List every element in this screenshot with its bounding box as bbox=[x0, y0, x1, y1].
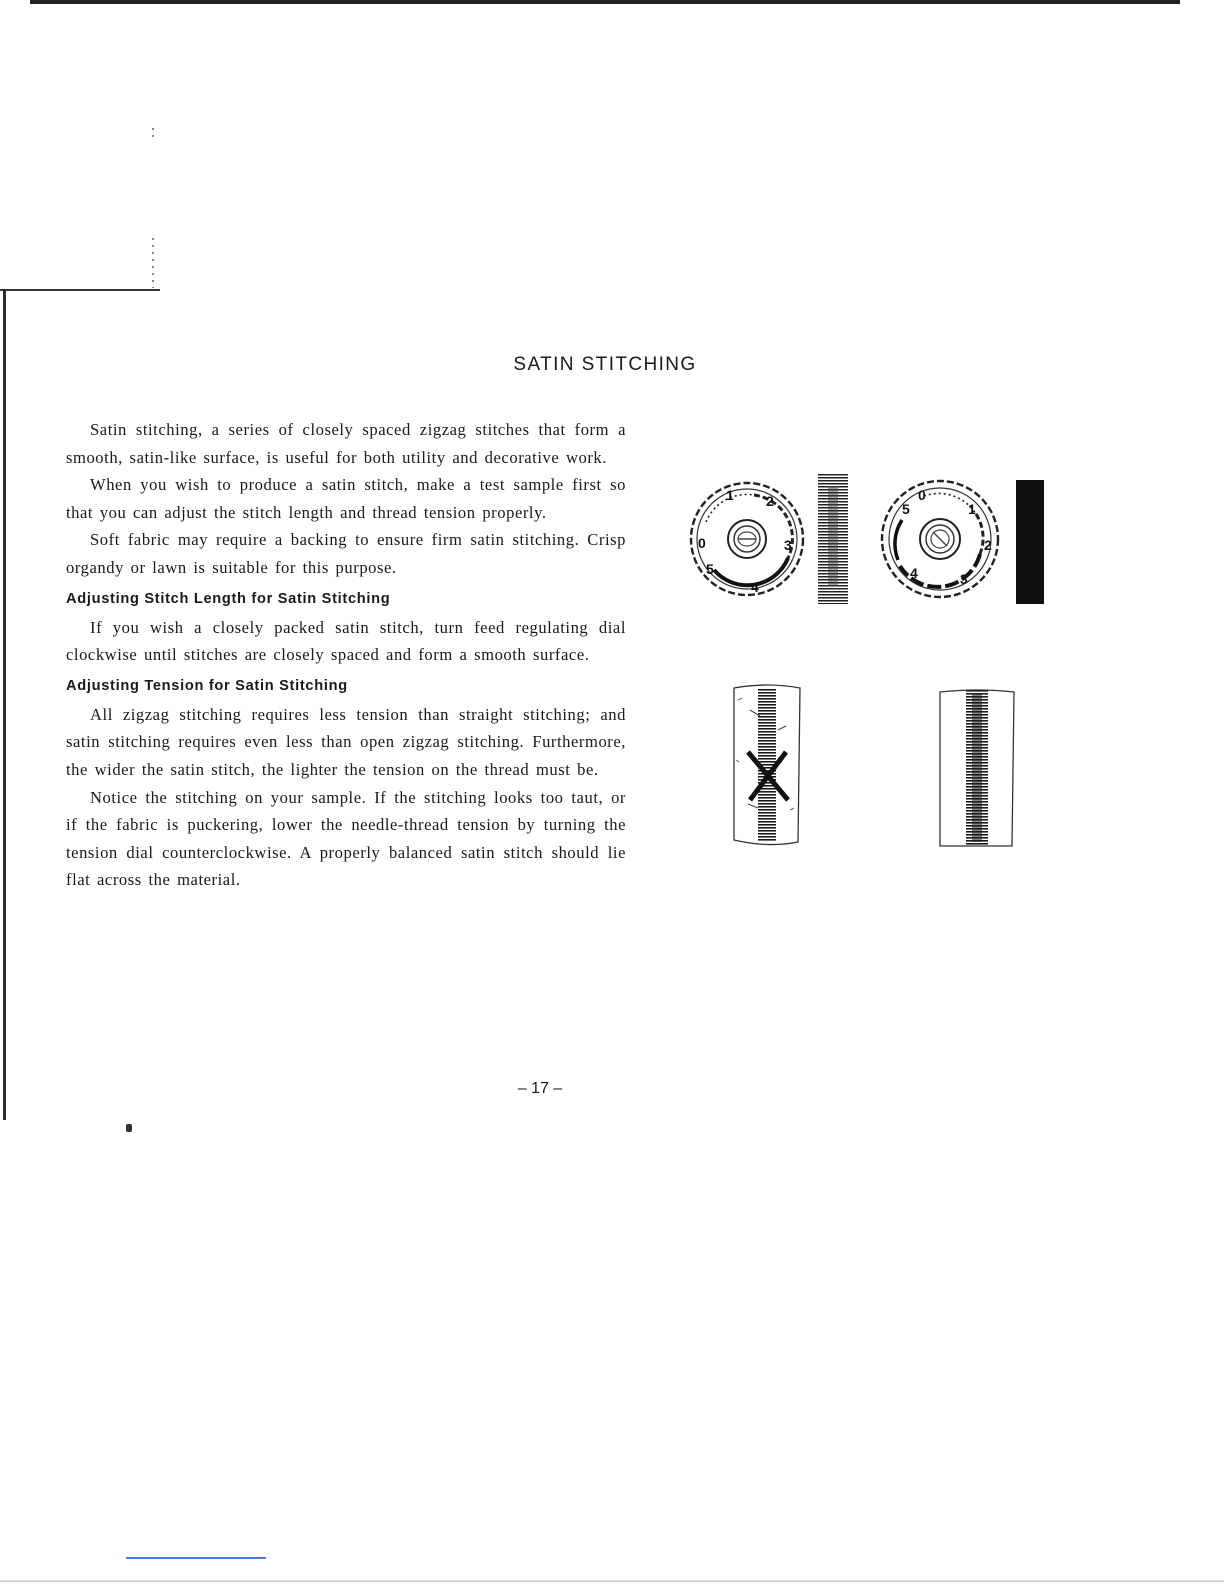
paragraph: When you wish to produce a satin stitch, make a test sample first so that you can adjust the stitch length and thread tension properly. bbox=[66, 475, 626, 522]
satin-stitch-center bbox=[828, 486, 838, 586]
dial-number: 1 bbox=[968, 501, 976, 517]
subsection-heading: Adjusting Stitch Length for Satin Stitching bbox=[66, 590, 391, 607]
dial-number: 5 bbox=[706, 561, 714, 577]
paragraph: If you wish a closely packed satin stitch, turn feed regulating dial clockwise until stitches are closely spaced and form a smooth surface. bbox=[66, 617, 626, 665]
fabric-sample-flat bbox=[936, 684, 1018, 852]
scan-edge-bottom bbox=[0, 1580, 1224, 1582]
dial-number: 3 bbox=[784, 537, 792, 553]
dial-number: 3 bbox=[960, 571, 968, 587]
dial-scale-arc bbox=[895, 520, 902, 560]
subsection-heading: Adjusting Tension for Satin Stitching bbox=[66, 677, 348, 694]
dial-number: 2 bbox=[766, 493, 774, 509]
text-column bbox=[66, 416, 626, 894]
dial-screw-slot bbox=[933, 532, 947, 546]
page-number: – 17 – bbox=[517, 1080, 563, 1097]
dial-number: 0 bbox=[698, 535, 706, 551]
fabric-sample-puckered bbox=[728, 680, 806, 850]
paragraph: Satin stitching, a series of closely spaced zigzag stitches that form a smooth, satin-like surface, is useful for both utility and decorative work. bbox=[66, 420, 626, 467]
stitch-sample-solid bbox=[1016, 480, 1044, 604]
scan-mark bbox=[152, 128, 154, 140]
scan-speck bbox=[126, 1124, 132, 1132]
scan-edge-left bbox=[3, 290, 6, 1120]
paragraph: All zigzag stitching requires less tension than straight stitching; and satin stitching requires even less than open zigzag stitching. Furthermore, the wider the satin stitch, the lighter the tension on the thread must be. bbox=[66, 704, 626, 779]
page-title: SATIN STITCHING bbox=[513, 354, 697, 375]
scan-edge-corner bbox=[0, 289, 160, 291]
scan-mark bbox=[126, 1557, 266, 1559]
dial-number: 5 bbox=[902, 501, 910, 517]
scan-mark bbox=[152, 238, 154, 288]
tension-dial-right-figure bbox=[876, 470, 1006, 608]
tension-dial-left-figure bbox=[688, 470, 806, 608]
satin-stitch-center bbox=[972, 694, 982, 842]
dial-number: 4 bbox=[751, 579, 759, 595]
dial-number: 2 bbox=[984, 537, 992, 553]
scan-edge-top bbox=[30, 0, 1180, 4]
dial-scale-arc bbox=[976, 514, 983, 554]
paragraph: Soft fabric may require a backing to ensure firm satin stitching. Crisp organdy or lawn is suitable for this purpose. bbox=[66, 530, 626, 577]
dial-number: 4 bbox=[910, 565, 918, 581]
dial-number: 0 bbox=[918, 487, 926, 503]
paragraph: Notice the stitching on your sample. If the stitching looks too taut, or if the fabric is puckering, lower the needle-thread tension by turning the tension dial counterclockwise. A properly balanced satin stitch should lie flat across the material. bbox=[66, 787, 626, 890]
satin-stitch-bar bbox=[1016, 480, 1044, 604]
dial-number: 1 bbox=[726, 487, 734, 503]
stitch-sample-light-tension bbox=[818, 474, 848, 604]
